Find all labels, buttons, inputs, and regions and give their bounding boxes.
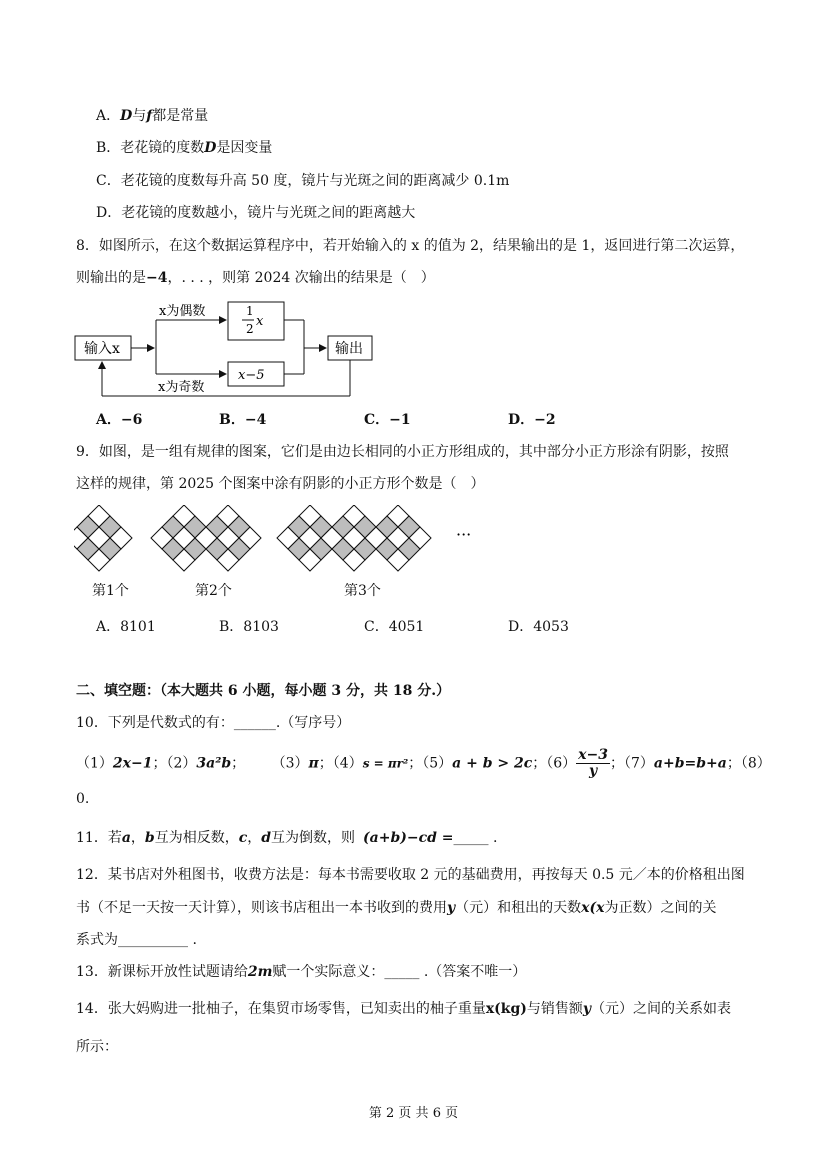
q9-caption-1: 第1个: [92, 583, 129, 599]
q12-stem-line2: 书（不足一天按一天计算），则该书店租出一本书收到的费用y（元）和租出的天数x(x为正数）之间的关: [76, 900, 717, 916]
q9-option-d: D．4053: [508, 619, 569, 635]
q8-option-d: D．−2: [508, 412, 556, 428]
q7-option-a: A．D与f都是常量: [96, 108, 209, 124]
q10-stem: 10．下列是代数式的有：______.（写序号）: [76, 715, 351, 731]
flow-input-label: 输入x: [84, 341, 120, 357]
flow-even-label: x为偶数: [159, 304, 206, 319]
q9-option-b: B．8103: [219, 619, 279, 635]
q8-option-a: A．−6: [96, 412, 143, 428]
q7-option-c: C．老花镜的度数每升高 50 度，镜片与光斑之间的距离减少 0.1m: [96, 173, 510, 189]
q12-stem-line3: 系式为__________ .: [76, 932, 197, 948]
q7-option-b: B．老花镜的度数D是因变量: [96, 140, 273, 156]
q9-stem-line1: 9．如图，是一组有规律的图案，它们是由边长相同的小正方形组成的，其中部分小正方形涂有阴影，按照: [76, 444, 729, 460]
flow-half-den: 2: [246, 322, 254, 336]
flow-minus5-label: x−5: [238, 368, 265, 383]
q9-caption-3: 第3个: [344, 583, 381, 599]
q14-stem-line2: 所示：: [76, 1039, 118, 1055]
q9-pattern-figure: [74, 505, 494, 577]
page-footer: 第 2 页 共 6 页: [368, 1106, 459, 1121]
q14-stem-line1: 14．张大妈购进一批柚子，在集贸市场零售，已知卖出的柚子重量x(kg)与销售额y（元）之间的关系如表: [76, 1001, 732, 1017]
q9-caption-2: 第2个: [195, 583, 232, 599]
q10-fraction: $\frac{x-3}{y}$: [578, 747, 608, 779]
q8-stem-line1: 8．如图所示，在这个数据运算程序中，若开始输入的 x 的值为 2，结果输出的是 1，返回进行第二次运算，: [76, 238, 745, 254]
flow-odd-label: x为奇数: [158, 380, 205, 395]
q10-line3: 0.: [76, 791, 90, 807]
q8-flowchart: [74, 300, 384, 400]
q8-option-c: C．−1: [364, 412, 411, 428]
q9-option-c: C．4051: [364, 619, 425, 635]
flow-output-label: 输出: [335, 341, 363, 357]
q8-option-b: B．−4: [219, 412, 267, 428]
flow-half-var: x: [256, 314, 264, 329]
q7-option-d: D．老花镜的度数越小，镜片与光斑之间的距离越大: [96, 205, 416, 221]
section-2-heading: 二、填空题：（本大题共 6 小题，每小题 3 分，共 18 分.）: [76, 683, 451, 699]
q9-stem-line2: 这样的规律，第 2025 个图案中涂有阴影的小正方形个数是（ ）: [76, 476, 485, 492]
q9-ellipsis: ···: [456, 525, 472, 544]
q10-items: （1）2x−1；（2）3a²b； （3）π；（4）s = πr²；（5）a + b > 2c；（6） $\frac{x-3}{y}$ ；（7）a+b=b+a；（8）: [76, 747, 771, 779]
q13-stem: 13．新课标开放性试题请给2m赋一个实际意义：_____ .（答案不唯一）: [76, 964, 527, 980]
q11-stem: 11．若a，b互为相反数，c，d互为倒数，则 (a+b)−cd =_____ .: [76, 830, 498, 846]
q8-stem-line2: 则输出的是−4，. . . ，则第 2024 次输出的结果是（ ）: [76, 270, 435, 286]
q12-stem-line1: 12．某书店对外租图书，收费方法是：每本书需要收取 2 元的基础费用，再按每天 0.5 元／本的价格租出图: [76, 867, 745, 883]
flow-half-num: 1: [246, 304, 254, 318]
q9-option-a: A．8101: [96, 619, 156, 635]
